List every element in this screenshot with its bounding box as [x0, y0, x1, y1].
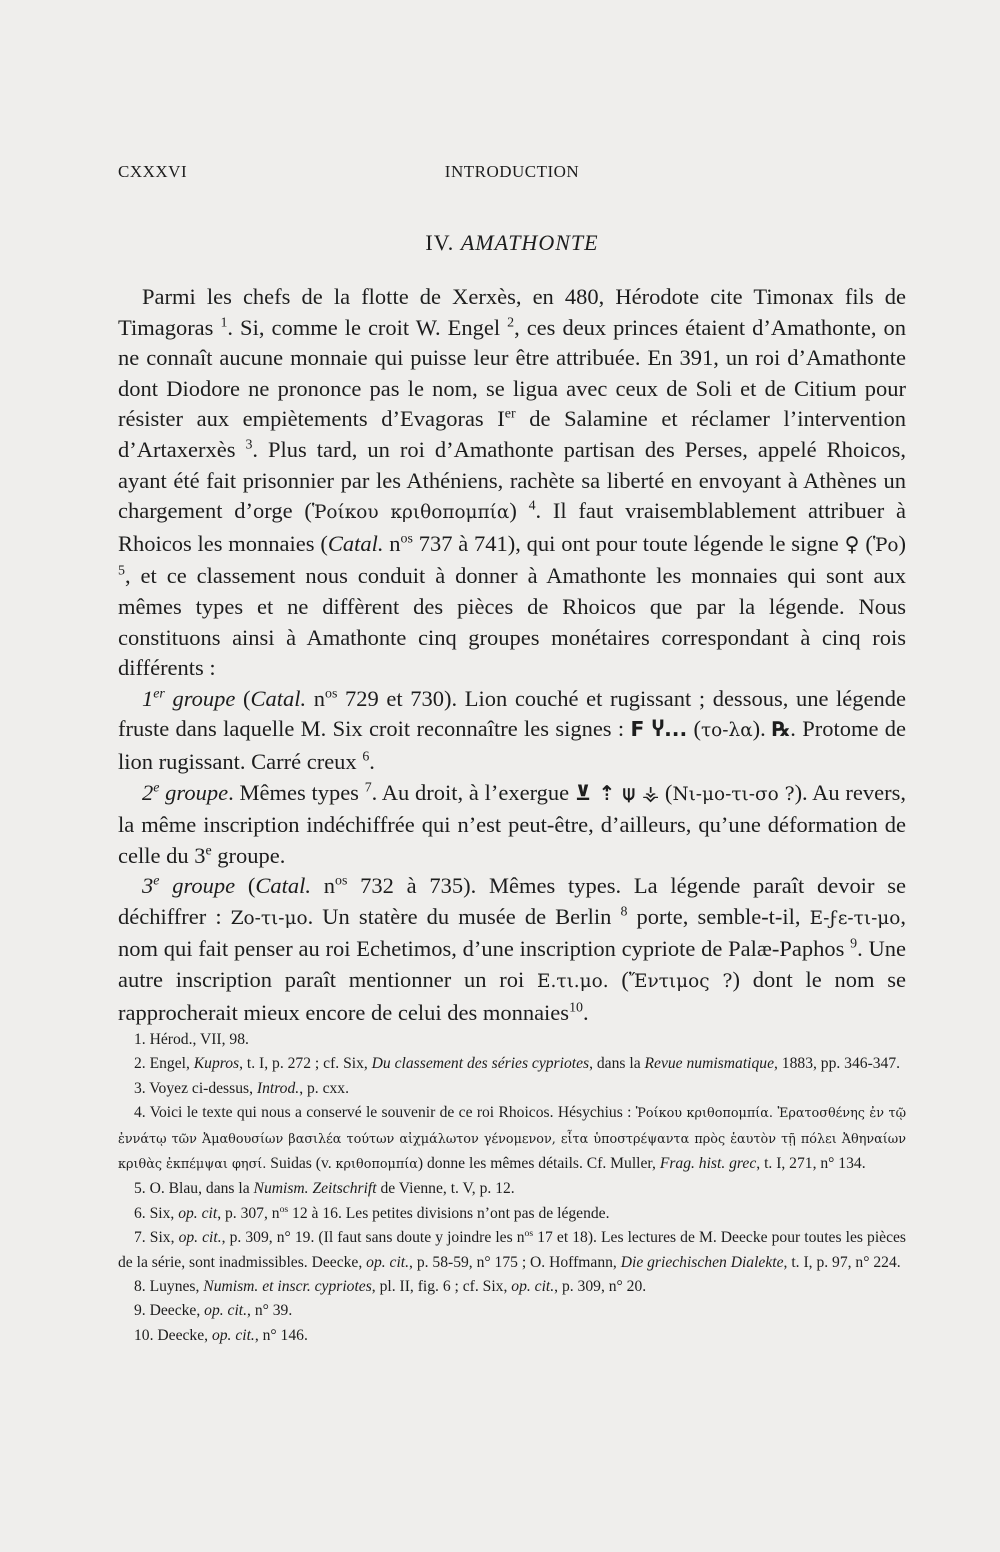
footnotes [118, 1028, 906, 1348]
paragraph-2: 1er groupe (Catal. $n^{os}$ 729 et 730). Lion couché et rugissant ; dessous, une légende fruste dans laquelle M. Six croit reconnaître les signes : F Ⴤ... (το-λα). ℞. Protome de lion rugissant. Carré creux $^6$. [118, 685, 907, 774]
footnote-ref[interactable]: 9 [850, 936, 858, 952]
page-number: CXXXVI [118, 162, 188, 181]
section-number: IV. [425, 230, 455, 255]
footnote-10: 10. Deecke, op. cit., n° 146. [134, 1326, 308, 1344]
greek-text: το-λα [700, 720, 753, 742]
footnote-3: 3. Voyez ci-dessus, Introd., p. cxx. [134, 1079, 349, 1097]
footnote-ref[interactable]: 10 [569, 1000, 583, 1016]
section-name: AMATHONTE [460, 230, 599, 255]
footnote-9: 9. Deecke, op. cit., n° 39. [134, 1302, 293, 1320]
footnote-ref[interactable]: 8 [620, 904, 628, 920]
greek-text: Ε-ϝε-τι-μο [809, 907, 901, 929]
running-head [118, 162, 906, 186]
greek-text: Ἔντιμος ? [628, 971, 733, 993]
footnote-ref[interactable]: 3 [245, 437, 253, 453]
footnote-ref[interactable]: 5 [118, 563, 125, 579]
footnote-7: 7. Six, op. cit., p. 309, n° 19. (Il faut sans doute y joindre les $n^{os}$ 17 et 18). Les lectures de M. Deecke pour toutes les pièces de la série, sont inadmissibles. Deecke, op. cit., p. 58-59, n° 175 ; O. Hoffmann, Die griechischen Dialekte, t. I, p. 97, n° 224. [118, 1228, 906, 1271]
body-text [118, 282, 906, 1028]
footnote-ref[interactable]: 6 [362, 749, 370, 765]
footnote-5: 5. O. Blau, dans la Numism. Zeitschrift de Vienne, t. V, p. 12. [134, 1180, 515, 1198]
greek-text: Νι-μο-τι-σο ? [672, 783, 795, 805]
cypriot-sign-icon: ♀ [844, 531, 860, 556]
paragraph-3: 2e groupe. Mêmes types $^7$. Au droit, à l’exergue ⊻ ⇡ ⍦ ⚶ (Νι-μο-τι-σο ?). Au revers, la même inscription indéchiffrée qui n’est peut-être, d’ailleurs, qu’une déformation de celle du 3e groupe. [118, 779, 907, 868]
greek-text: Ζο-τι-μο [230, 907, 308, 929]
running-title: INTRODUCTION [444, 162, 580, 181]
section-title [118, 230, 906, 256]
cypriot-signs-icon: F Ⴤ... [630, 717, 688, 742]
footnote-ref[interactable]: 1 [220, 315, 228, 331]
greek-text: Ῥοίκου κριθοπομπία [311, 502, 510, 524]
book-page [118, 0, 906, 1552]
footnote-4: 4. Voici le texte qui nous a conservé le souvenir de ce roi Rhoicos. Hésychius : Ῥοίκου κριθοπομπία. Ἐρατοσθένης ἐν τῷ ἐννάτῳ τῶν Ἀμαθουσίων βασιλέα τούτων αἰχμάλωτον γένομενον, εἶτα ὑποστρέψαντα πρὸς ἑαυτὸν τῇ πόλει Ἀθηναίων κριθὰς ἐκπέμψαι φησί. Suidas (v. κριθοπομπία) donne les mêmes détails. Cf. Muller, Frag. hist. grec, t. I, 271, n° 134. [118, 1104, 906, 1173]
greek-text: Ῥοίκου κριθοπομπία. Ἐρατοσθένης ἐν τῷ ἐννάτῳ τῶν Ἀμαθουσίων βασιλέα τούτων αἰχμάλωτον γένομενον, εἶτα ὑποστρέψαντα πρὸς ἑαυτὸν τῇ πόλει Ἀθηναίων κριθὰς ἐκπέμψαι φησί. [118, 1106, 906, 1173]
footnote-ref[interactable]: 2 [507, 315, 515, 331]
paragraph-1: Parmi les chefs de la flotte de Xerxès, en 480, Hérodote cite Timonax fils de Timagoras $^1$. Si, comme le croit W. Engel $^2$, ces deux princes étaient d’Amathonte, on ne connaît aucune monnaie qui puisse leur être attribuée. En 391, un roi d’Amathonte dont Diodore ne prononce pas le nom, se ligua avec ceux de Soli et de Citium pour résister aux empiètements d’Evagoras Ier de Salamine et réclamer l’intervention d’Artaxerxès $^3$. Plus tard, un roi d’Amathonte partisan des Perses, appelé Rhoicos, ayant été fait prisonnier par les Athéniens, rachète sa liberté en envoyant à Athènes un chargement d’orge (Ῥοίκου κριθοπομπία) $^4$. Il faut vraisemblablement attribuer à Rhoicos les monnaies (Catal. $n^{os}$ 737 à 741), qui ont pour toute légende le signe ♀ (Ῥο) $^5$, et ce classement nous conduit à donner à Amathonte les monnaies qui sont aux mêmes types et ne diffèrent des pièces de Rhoicos que par la légende. Nous constituons ainsi à Amathonte cinq groupes monétaires correspondant à cinq rois différents : [118, 284, 907, 681]
cypriot-signs-icon: ⊻ ⇡ ⍦ ⚶ [574, 780, 660, 805]
footnote-1: 1. Hérod., VII, 98. [134, 1031, 249, 1048]
footnote-ref[interactable]: 4 [528, 498, 536, 514]
greek-text: Ε.τι.μο. [537, 971, 609, 993]
paragraph-4: 3e groupe (Catal. $n^{os}$ 732 à 735). Mêmes types. La légende paraît devoir se déchiffrer : Ζο-τι-μο. Un statère du musée de Berlin $^8$ porte, semble-t-il, Ε-ϝε-τι-μο, nom qui fait penser au roi Echetimos, d’une inscription cypriote de Palæ-Paphos $^9$. Une autre inscription paraît mentionner un roi Ε.τι.μο. (Ἔντιμος ?) dont le nom se rapprocherait mieux encore de celui des monnaies$^{10}$. [118, 873, 907, 1025]
footnote-ref[interactable]: 7 [364, 780, 372, 795]
footnote-8: 8. Luynes, Numism. et inscr. cypriotes, pl. II, fig. 6 ; cf. Six, op. cit., p. 309, n° 20. [134, 1278, 647, 1296]
footnote-6: 6. Six, op. cit, p. 307, $n^{os}$ 12 à 16. Les petites divisions n’ont pas de légende. [134, 1203, 610, 1222]
reverse-symbol-icon: ℞ [772, 717, 791, 742]
footnote-2: 2. Engel, Kupros, t. I, p. 272 ; cf. Six, Du classement des séries cypriotes, dans la Revue numismatique, 1883, pp. 346-347. [134, 1055, 901, 1073]
greek-text: Ῥο [872, 534, 899, 556]
